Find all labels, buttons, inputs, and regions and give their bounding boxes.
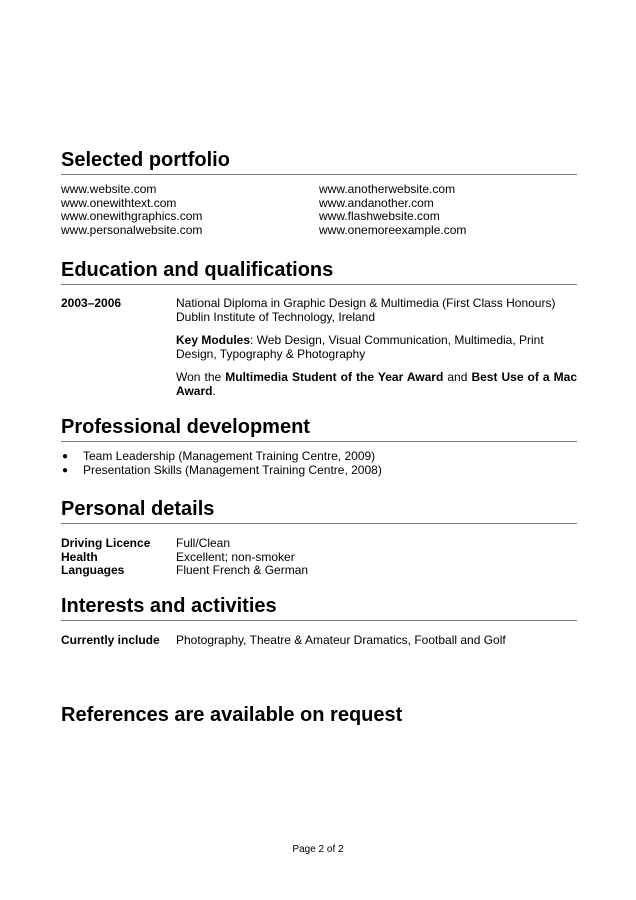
education-heading: Education and qualifications [61,258,577,285]
list-item [61,450,577,464]
page-number: Page 2 of 2 [292,844,344,855]
references-section [61,703,577,729]
education-degree: National Diploma in Graphic Design & Multimedia (First Class Honours) [176,296,556,310]
list-item-text: Presentation Skills (Management Training Centre, 2008) [83,462,382,477]
award-prefix: Won the [176,370,226,384]
interests-label: Currently include [61,633,160,647]
interests-heading: Interests and activities [61,594,577,621]
personal-row [61,551,577,565]
personal-row-label: Languages [61,563,125,577]
personal-details [61,537,577,578]
portfolio-link: www.website.com [61,182,157,196]
portfolio-section [61,148,577,237]
portfolio-links [61,183,577,237]
personal-row [61,564,577,578]
interests-value: Photography, Theatre & Amateur Dramatics, Football and Golf [176,633,506,647]
portfolio-heading: Selected portfolio [61,148,577,175]
development-section [61,415,577,477]
portfolio-link: www.onewithgraphics.com [61,209,203,223]
award-suffix: . [212,383,216,398]
personal-row-value: Fluent French & German [176,563,309,577]
interests-section [61,594,577,648]
portfolio-link: www.onewithtext.com [61,195,177,210]
education-details [176,297,577,398]
personal-section [61,497,577,578]
key-modules-text: : Web Design, Visual Communication, Multimedia, Print Design, Typography & Photography [176,333,544,361]
portfolio-link: www.anotherwebsite.com [319,182,456,196]
portfolio-link: www.flashwebsite.com [319,209,440,223]
personal-heading: Personal details [61,497,577,524]
personal-row-value: Full/Clean [176,536,231,550]
portfolio-links-left [61,183,319,237]
development-list [61,450,577,477]
list-item-text: Team Leadership (Management Training Centre, 2009) [83,449,376,463]
bullet-icon: ● [62,451,69,462]
key-modules-label: Key Modules [176,333,251,347]
award-1: Multimedia Student of the Year Award [225,370,444,384]
portfolio-link: www.andanother.com [319,195,434,210]
portfolio-link: www.onemoreexample.com [319,222,467,237]
education-key-modules [176,334,577,361]
education-institution: Dublin Institute of Technology, Ireland [176,309,376,324]
portfolio-links-right [319,183,577,237]
award-2: Best Use of a Mac Award [176,370,578,398]
award-mid: and [443,370,472,384]
list-item [61,464,577,478]
education-period: 2003–2006 [61,296,122,310]
personal-row-label: Health [61,549,98,564]
references-heading: References are available on request [61,704,403,726]
education-section [61,258,577,398]
personal-row-value: Excellent; non-smoker [176,549,295,564]
development-heading: Professional development [61,415,577,442]
bullet-icon: ● [62,464,69,476]
interests-row [61,634,577,648]
portfolio-link: www.personalwebsite.com [61,222,203,237]
education-awards [176,371,577,398]
education-entry [61,297,577,398]
personal-row [61,537,577,551]
personal-row-label: Driving Licence [61,536,151,550]
